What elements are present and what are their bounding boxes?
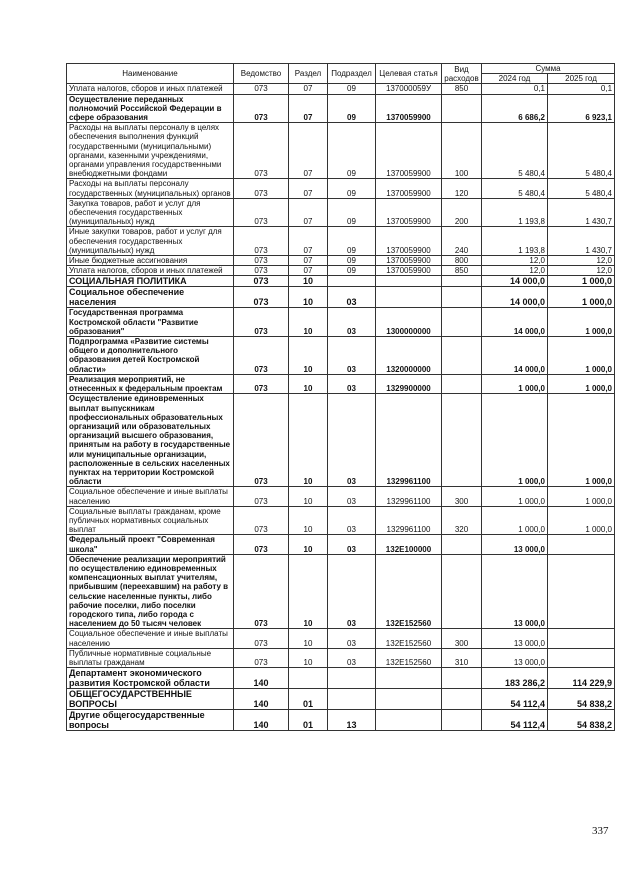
cell-sum-2024: 13 000,0: [482, 629, 548, 648]
cell-dept: 073: [234, 394, 289, 487]
cell-sum-2025: 1 000,0: [548, 287, 615, 308]
cell-section: 07: [289, 179, 328, 198]
cell-section: 07: [289, 123, 328, 179]
table-row: [67, 266, 615, 276]
cell-type: 850: [442, 266, 482, 276]
cell-type: [442, 337, 482, 375]
table-row: [67, 668, 615, 689]
cell-subsection: 09: [328, 266, 376, 276]
cell-sum-2025: 1 430,7: [548, 227, 615, 256]
table-body: [67, 84, 615, 731]
table-row: [67, 394, 615, 487]
cell-name: Осуществление переданных полномочий Российской Федерации в сфере образования: [67, 94, 234, 123]
cell-dept: 073: [234, 266, 289, 276]
cell-dept: 073: [234, 554, 289, 629]
cell-subsection: 09: [328, 256, 376, 266]
cell-sum-2025: 1 430,7: [548, 198, 615, 227]
cell-type: 800: [442, 256, 482, 266]
cell-target: 1370059900: [376, 266, 442, 276]
cell-section: 10: [289, 535, 328, 554]
header-name: Наименование: [67, 64, 234, 84]
cell-section: 07: [289, 84, 328, 94]
cell-sum-2025: 5 480,4: [548, 123, 615, 179]
cell-section: 10: [289, 554, 328, 629]
cell-type: 320: [442, 506, 482, 535]
cell-target: 132E100000: [376, 535, 442, 554]
table-row: [67, 648, 615, 667]
cell-dept: 073: [234, 374, 289, 393]
cell-section: 10: [289, 308, 328, 337]
cell-name: Реализация мероприятий, не отнесенных к федеральным проектам: [67, 374, 234, 393]
cell-name: Расходы на выплаты персоналу в целях обеспечения выполнения функций государственными (муниципальными) органами, казенными учреждениями, органами управления государственными внебюджетными фондами: [67, 123, 234, 179]
cell-target: 137000059У: [376, 84, 442, 94]
cell-section: 10: [289, 506, 328, 535]
cell-subsection: [328, 276, 376, 287]
cell-target: 1329900000: [376, 374, 442, 393]
cell-subsection: 09: [328, 198, 376, 227]
header-target: Целевая статья: [376, 64, 442, 84]
cell-subsection: 03: [328, 308, 376, 337]
cell-dept: 073: [234, 629, 289, 648]
cell-sum-2025: 54 838,2: [548, 689, 615, 710]
table-row: [67, 198, 615, 227]
cell-sum-2025: 1 000,0: [548, 337, 615, 375]
cell-sum-2025: 1 000,0: [548, 506, 615, 535]
cell-target: 1370059900: [376, 198, 442, 227]
cell-sum-2024: 6 686,2: [482, 94, 548, 123]
cell-type: [442, 689, 482, 710]
cell-sum-2024: 1 000,0: [482, 374, 548, 393]
cell-subsection: 09: [328, 227, 376, 256]
cell-section: 10: [289, 648, 328, 667]
cell-dept: 140: [234, 668, 289, 689]
cell-subsection: 03: [328, 487, 376, 506]
cell-sum-2024: 54 112,4: [482, 710, 548, 731]
cell-section: 07: [289, 227, 328, 256]
cell-type: 300: [442, 629, 482, 648]
cell-target: 1329961100: [376, 506, 442, 535]
cell-sum-2024: 13 000,0: [482, 554, 548, 629]
cell-section: 10: [289, 394, 328, 487]
cell-type: 240: [442, 227, 482, 256]
table-row: [67, 276, 615, 287]
cell-sum-2024: 183 286,2: [482, 668, 548, 689]
cell-subsection: 03: [328, 337, 376, 375]
cell-type: [442, 710, 482, 731]
cell-dept: 073: [234, 287, 289, 308]
header-section: Раздел: [289, 64, 328, 84]
cell-dept: 073: [234, 198, 289, 227]
cell-target: 1370059900: [376, 179, 442, 198]
cell-sum-2024: 0,1: [482, 84, 548, 94]
table-row: [67, 554, 615, 629]
cell-target: 1300000000: [376, 308, 442, 337]
cell-sum-2024: 14 000,0: [482, 308, 548, 337]
cell-target: [376, 276, 442, 287]
cell-target: 1320000000: [376, 337, 442, 375]
table-row: [67, 287, 615, 308]
cell-sum-2025: [548, 554, 615, 629]
cell-subsection: 09: [328, 179, 376, 198]
cell-type: 200: [442, 198, 482, 227]
page-number: 337: [592, 825, 609, 837]
table-row: [67, 179, 615, 198]
cell-name: ОБЩЕГОСУДАРСТВЕННЫЕ ВОПРОСЫ: [67, 689, 234, 710]
cell-type: [442, 94, 482, 123]
table-row: [67, 227, 615, 256]
cell-subsection: [328, 689, 376, 710]
cell-type: [442, 287, 482, 308]
cell-type: 300: [442, 487, 482, 506]
cell-sum-2024: 1 193,8: [482, 227, 548, 256]
cell-dept: 073: [234, 84, 289, 94]
cell-section: 07: [289, 198, 328, 227]
cell-subsection: [328, 668, 376, 689]
table-row: [67, 256, 615, 266]
table-row: [67, 689, 615, 710]
cell-section: 10: [289, 374, 328, 393]
cell-name: Другие общегосударственные вопросы: [67, 710, 234, 731]
cell-name: Социальное обеспечение и иные выплаты населению: [67, 487, 234, 506]
cell-sum-2024: 54 112,4: [482, 689, 548, 710]
header-type: Вид расходов: [442, 64, 482, 84]
cell-section: 07: [289, 266, 328, 276]
table-row: [67, 506, 615, 535]
cell-name: Уплата налогов, сборов и иных платежей: [67, 266, 234, 276]
cell-section: [289, 668, 328, 689]
cell-sum-2024: 14 000,0: [482, 276, 548, 287]
cell-sum-2025: 0,1: [548, 84, 615, 94]
header-sum: Сумма: [482, 64, 615, 74]
cell-type: [442, 276, 482, 287]
cell-type: 850: [442, 84, 482, 94]
cell-section: 10: [289, 287, 328, 308]
cell-name: Расходы на выплаты персоналу государственных (муниципальных) органов: [67, 179, 234, 198]
cell-type: [442, 374, 482, 393]
cell-target: [376, 710, 442, 731]
cell-dept: 073: [234, 179, 289, 198]
cell-sum-2025: 6 923,1: [548, 94, 615, 123]
cell-type: 100: [442, 123, 482, 179]
cell-type: 120: [442, 179, 482, 198]
cell-subsection: 03: [328, 394, 376, 487]
cell-dept: 073: [234, 123, 289, 179]
table-row: [67, 710, 615, 731]
cell-dept: 140: [234, 710, 289, 731]
cell-subsection: 03: [328, 506, 376, 535]
cell-target: 1370059900: [376, 227, 442, 256]
cell-dept: 073: [234, 648, 289, 667]
cell-name: Публичные нормативные социальные выплаты гражданам: [67, 648, 234, 667]
cell-sum-2025: [548, 629, 615, 648]
cell-target: [376, 668, 442, 689]
cell-subsection: 09: [328, 94, 376, 123]
cell-dept: 073: [234, 487, 289, 506]
cell-type: [442, 394, 482, 487]
cell-type: [442, 535, 482, 554]
cell-target: [376, 689, 442, 710]
cell-name: Департамент экономического развития Костромской области: [67, 668, 234, 689]
cell-sum-2025: 54 838,2: [548, 710, 615, 731]
cell-sum-2025: 12,0: [548, 266, 615, 276]
cell-sum-2025: 1 000,0: [548, 394, 615, 487]
cell-type: 310: [442, 648, 482, 667]
cell-name: Социальное обеспечение населения: [67, 287, 234, 308]
cell-name: Иные закупки товаров, работ и услуг для обеспечения государственных (муниципальных) нужд: [67, 227, 234, 256]
cell-target: [376, 287, 442, 308]
cell-section: 07: [289, 256, 328, 266]
cell-dept: 073: [234, 506, 289, 535]
cell-dept: 073: [234, 535, 289, 554]
cell-target: 1329961100: [376, 487, 442, 506]
header-subsection: Подраздел: [328, 64, 376, 84]
table-header: [67, 64, 615, 84]
cell-sum-2024: 1 000,0: [482, 394, 548, 487]
cell-sum-2025: 12,0: [548, 256, 615, 266]
cell-sum-2024: 12,0: [482, 256, 548, 266]
cell-sum-2024: 1 193,8: [482, 198, 548, 227]
cell-name: Социальные выплаты гражданам, кроме публичных нормативных социальных выплат: [67, 506, 234, 535]
cell-section: 07: [289, 94, 328, 123]
cell-dept: 073: [234, 308, 289, 337]
table-row: [67, 374, 615, 393]
cell-target: 1370059900: [376, 256, 442, 266]
cell-subsection: 13: [328, 710, 376, 731]
cell-dept: 073: [234, 337, 289, 375]
cell-type: [442, 308, 482, 337]
cell-section: 10: [289, 337, 328, 375]
cell-dept: 073: [234, 276, 289, 287]
cell-subsection: 03: [328, 554, 376, 629]
cell-subsection: 03: [328, 287, 376, 308]
cell-subsection: 03: [328, 629, 376, 648]
cell-dept: 140: [234, 689, 289, 710]
cell-target: 1370059900: [376, 94, 442, 123]
cell-sum-2024: 13 000,0: [482, 535, 548, 554]
cell-sum-2025: 114 229,9: [548, 668, 615, 689]
cell-section: 10: [289, 276, 328, 287]
cell-sum-2024: 14 000,0: [482, 337, 548, 375]
cell-name: СОЦИАЛЬНАЯ ПОЛИТИКА: [67, 276, 234, 287]
cell-subsection: 09: [328, 123, 376, 179]
header-dept: Ведомство: [234, 64, 289, 84]
cell-sum-2024: 1 000,0: [482, 487, 548, 506]
cell-subsection: 03: [328, 374, 376, 393]
cell-type: [442, 668, 482, 689]
table-row: [67, 487, 615, 506]
cell-name: Осуществление единовременных выплат выпускникам профессиональных образовательных организаций или образовательных организаций высшего образования, принятым на работу в государственные или муниципальные организации, расположенные в сельских населенных пунктах на территории Костромской области: [67, 394, 234, 487]
cell-section: 10: [289, 629, 328, 648]
cell-name: Уплата налогов, сборов и иных платежей: [67, 84, 234, 94]
cell-type: [442, 554, 482, 629]
cell-sum-2025: 1 000,0: [548, 308, 615, 337]
cell-section: 01: [289, 710, 328, 731]
header-year-2025: 2025 год: [548, 74, 615, 84]
cell-sum-2025: [548, 535, 615, 554]
table-row: [67, 308, 615, 337]
cell-sum-2024: 5 480,4: [482, 123, 548, 179]
cell-target: 132E152560: [376, 554, 442, 629]
cell-subsection: 03: [328, 648, 376, 667]
cell-section: 01: [289, 689, 328, 710]
table-row: [67, 629, 615, 648]
cell-sum-2025: 5 480,4: [548, 179, 615, 198]
header-year-2024: 2024 год: [482, 74, 548, 84]
cell-sum-2024: 1 000,0: [482, 506, 548, 535]
cell-subsection: 03: [328, 535, 376, 554]
cell-sum-2024: 12,0: [482, 266, 548, 276]
cell-name: Государственная программа Костромской области "Развитие образования": [67, 308, 234, 337]
budget-table: [66, 63, 615, 731]
table-row: [67, 535, 615, 554]
cell-target: 132E152560: [376, 629, 442, 648]
cell-name: Обеспечение реализации мероприятий по осуществлению единовременных компенсационных выплат учителям, прибывшим (переехавшим) на работу в сельские населенные пункты, либо рабочие поселки, либо поселки городского типа, либо города с населением до 50 тысяч человек: [67, 554, 234, 629]
cell-dept: 073: [234, 227, 289, 256]
cell-sum-2024: 13 000,0: [482, 648, 548, 667]
cell-sum-2025: 1 000,0: [548, 374, 615, 393]
cell-name: Подпрограмма «Развитие системы общего и дополнительного образования детей Костромской области»: [67, 337, 234, 375]
cell-target: 132E152560: [376, 648, 442, 667]
table-row: [67, 84, 615, 94]
cell-section: 10: [289, 487, 328, 506]
cell-dept: 073: [234, 256, 289, 266]
cell-sum-2025: 1 000,0: [548, 487, 615, 506]
cell-target: 1329961100: [376, 394, 442, 487]
cell-name: Закупка товаров, работ и услуг для обеспечения государственных (муниципальных) нужд: [67, 198, 234, 227]
cell-sum-2024: 5 480,4: [482, 179, 548, 198]
table-row: [67, 337, 615, 375]
cell-name: Социальное обеспечение и иные выплаты населению: [67, 629, 234, 648]
cell-name: Федеральный проект "Современная школа": [67, 535, 234, 554]
cell-dept: 073: [234, 94, 289, 123]
cell-sum-2024: 14 000,0: [482, 287, 548, 308]
cell-sum-2025: 1 000,0: [548, 276, 615, 287]
cell-target: 1370059900: [376, 123, 442, 179]
table-row: [67, 123, 615, 179]
table-row: [67, 94, 615, 123]
cell-name: Иные бюджетные ассигнования: [67, 256, 234, 266]
cell-sum-2025: [548, 648, 615, 667]
cell-subsection: 09: [328, 84, 376, 94]
